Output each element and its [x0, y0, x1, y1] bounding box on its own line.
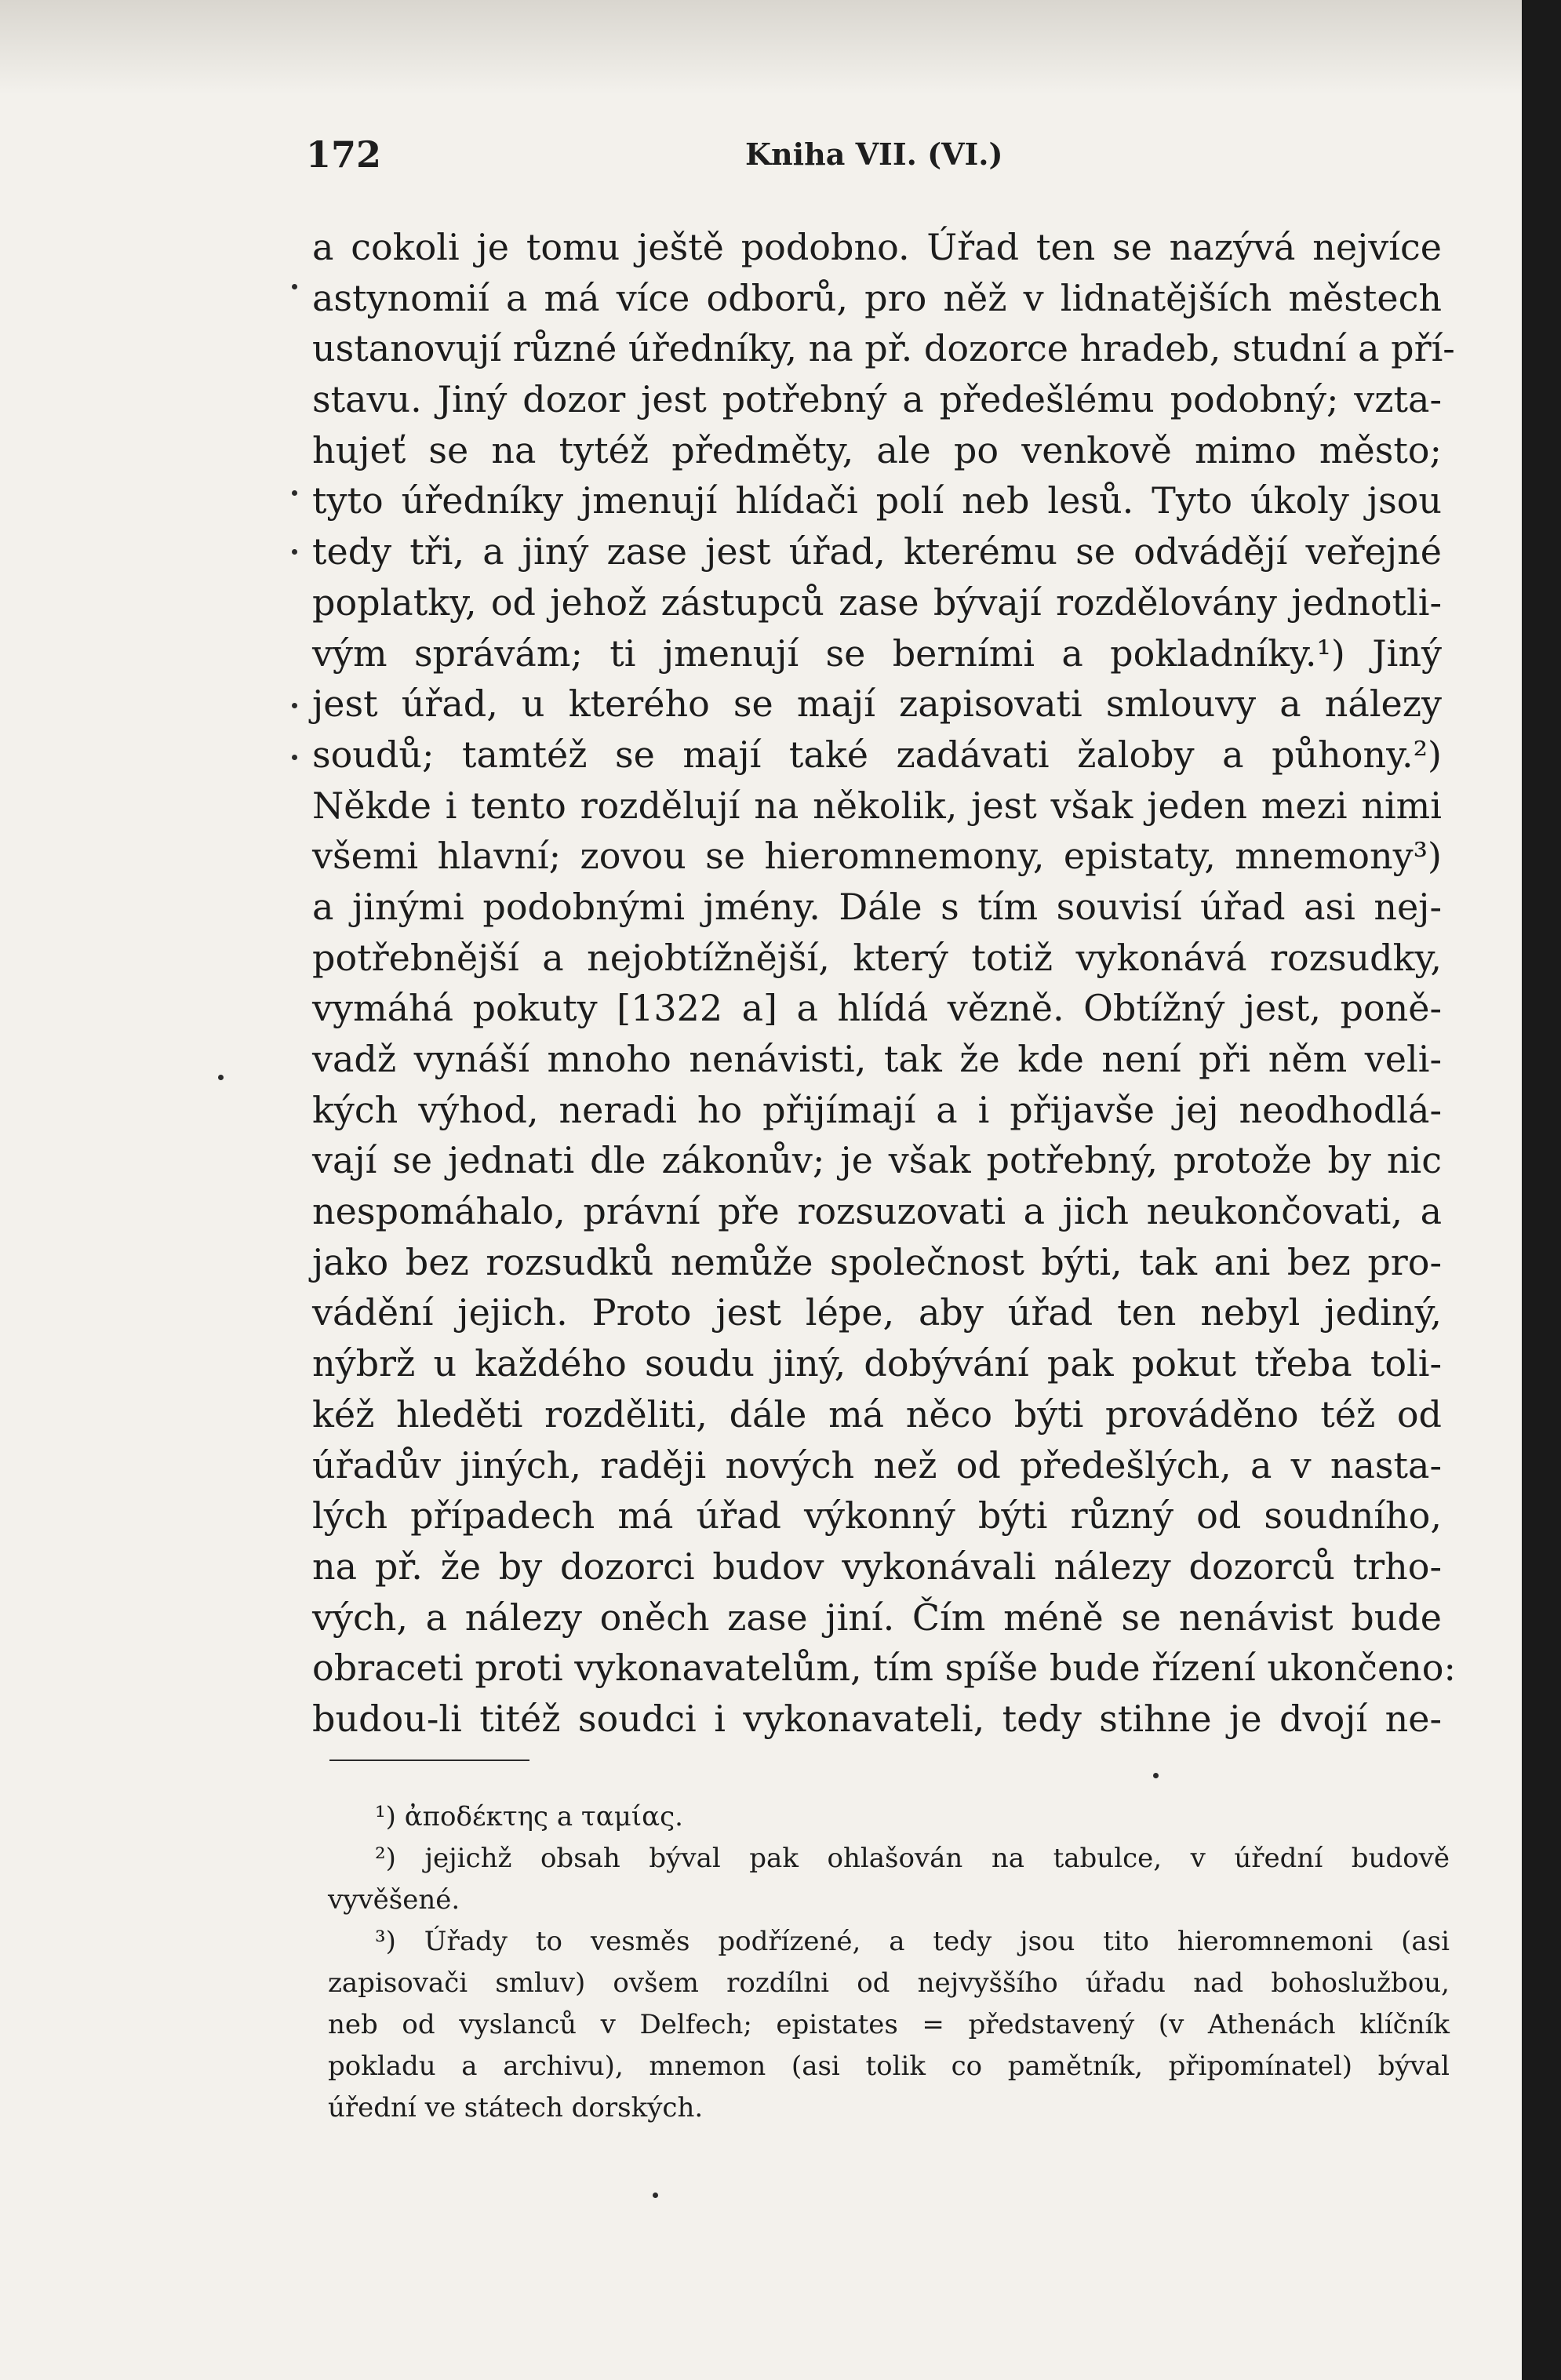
- page-number: 172: [306, 133, 382, 176]
- text-line: vymáhá pokuty [1322 a] a hlídá vězně. Obtížný jest, poně-: [312, 987, 1442, 1030]
- footnote-3-continuation: zapisovači smluv) ovšem rozdílni od nejvyššího úřadu nad bohoslužbou,: [328, 1967, 1450, 1999]
- text-line: Někde i tento rozdělují na několik, jest však jeden mezi nimi: [312, 784, 1442, 827]
- text-line: poplatky, od jehož zástupců zase bývají rozdělovány jednotli-: [312, 580, 1442, 624]
- running-head: Kniha VII. (VI.): [745, 136, 1003, 172]
- print-speck: [218, 1075, 224, 1080]
- text-line: ustanovují různé úředníky, na př. dozorce hradeb, studní a pří-: [312, 327, 1455, 370]
- page-header: [306, 133, 1459, 196]
- text-line: kých výhod, neradi ho přijímají a i přijavše jej neodhodlá-: [312, 1088, 1442, 1131]
- text-line: a cokoli je tomu ještě podobno. Úřad ten se nazývá nejvíce: [312, 226, 1442, 268]
- footnote-3-continuation: pokladu a archivu), mnemon (asi tolik co pamětník, připomínatel) býval: [328, 2051, 1450, 2082]
- footnote-3-continuation: úřední ve státech dorských.: [328, 2092, 704, 2123]
- footnote-divider: [329, 1760, 529, 1761]
- text-line: lých případech má úřad výkonný býti různý od soudního,: [312, 1494, 1442, 1538]
- print-speck: [292, 490, 297, 496]
- text-line: obraceti proti vykonavatelům, tím spíše bude řízení ukončeno:: [312, 1647, 1456, 1690]
- text-line: vají se jednati dle zákonův; je však potřebný, protože by nic: [312, 1139, 1442, 1182]
- text-line: stavu. Jiný dozor jest potřebný a předešlému podobný; vzta-: [312, 378, 1442, 421]
- print-speck: [292, 755, 297, 760]
- text-line: kéž hleděti rozděliti, dále má něco býti prováděno též od: [312, 1392, 1442, 1436]
- footnote-2: ²) jejichž obsah býval pak ohlašován na tabulce, v úřední budově: [375, 1843, 1450, 1874]
- text-line: vadž vynáší mnoho nenávisti, tak že kde není při něm veli-: [312, 1038, 1442, 1080]
- main-text: [312, 222, 1456, 1745]
- footnote-3-continuation: neb od vyslanců v Delfech; epistates = představený (v Athenách klíčník: [328, 2009, 1450, 2040]
- footnote-3: ³) Úřady to vesměs podřízené, a tedy jsou tito hieromnemoni (asi: [375, 1926, 1450, 1957]
- text-line: soudů; tamtéž se mají také zadávati žaloby a půhony.²): [312, 733, 1442, 776]
- text-line: úřadův jiných, raději nových než od předešlých, a v nasta-: [312, 1443, 1442, 1487]
- text-line: a jinými podobnými jmény. Dále s tím souvisí úřad asi nej-: [312, 885, 1442, 928]
- text-line: tyto úředníky jmenují hlídači polí neb lesů. Tyto úkoly jsou: [312, 479, 1442, 522]
- text-line: vádění jejich. Proto jest lépe, aby úřad ten nebyl jediný,: [312, 1291, 1442, 1334]
- print-speck: [1153, 1773, 1159, 1778]
- text-line: potřebnější a nejobtížnější, který totiž vykonává rozsudky,: [312, 936, 1442, 979]
- text-line: jako bez rozsudků nemůže společnost býti, tak ani bez pro-: [312, 1240, 1442, 1283]
- text-line: tedy tři, a jiný zase jest úřad, kterému se odvádějí veřejné: [312, 530, 1442, 573]
- text-line: vým správám; ti jmenují se berními a pokladníky.¹) Jiný: [312, 631, 1442, 675]
- text-line: astynomií a má více odborů, pro něž v lidnatějších městech: [312, 276, 1442, 319]
- print-speck: [292, 549, 297, 555]
- text-line: na př. že by dozorci budov vykonávali nálezy dozorců trho-: [312, 1545, 1442, 1588]
- text-line: hujeť se na tytéž předměty, ale po venkově mimo město;: [312, 428, 1442, 471]
- text-line: budou-li titéž soudci i vykonavateli, tedy stihne je dvojí ne-: [312, 1697, 1442, 1740]
- footnote-1: ¹) ἀποδέκτης a ταμίας.: [375, 1801, 683, 1832]
- text-line: nýbrž u každého soudu jiný, dobývání pak pokut třeba toli-: [312, 1342, 1442, 1385]
- text-line: všemi hlavní; zovou se hieromnemony, epistaty, mnemony³): [312, 835, 1442, 878]
- text-line: jest úřad, u kterého se mají zapisovati smlouvy a nálezy: [312, 682, 1442, 726]
- footnote-2-continuation: vyvěšené.: [328, 1884, 460, 1916]
- footnotes: [328, 1796, 1450, 2129]
- print-speck: [292, 284, 297, 289]
- text-line: vých, a nálezy oněch zase jiní. Čím méně se nenávist bude: [312, 1596, 1442, 1639]
- print-speck: [292, 703, 297, 708]
- text-line: nespomáhalo, právní pře rozsuzovati a jich neukončovati, a: [312, 1190, 1442, 1233]
- print-speck: [653, 2193, 658, 2198]
